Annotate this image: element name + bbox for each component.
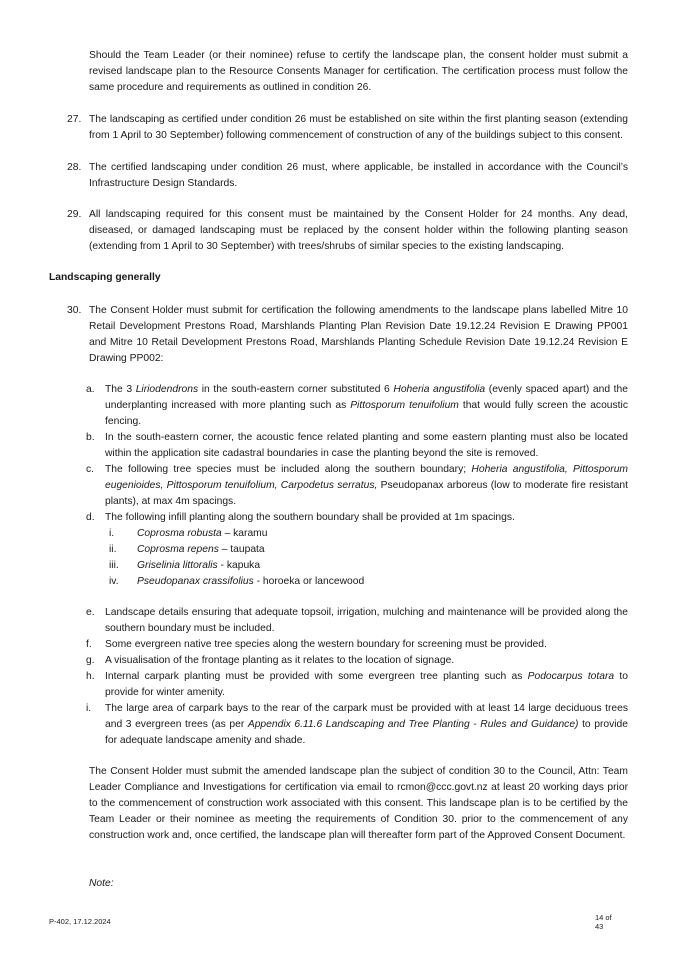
condition-29-number: 29. bbox=[67, 209, 82, 220]
condition-28-text: The certified landscaping under condition 26 must, where applicable, be installed in accordance with the Council’s Infrastructure Design Standards. bbox=[89, 162, 628, 189]
sub-item-a-marker: a. bbox=[86, 384, 95, 395]
sub-item-e-text: Landscape details ensuring that adequate topsoil, irrigation, mulching and maintenance will be provided along the southern boundary must be included. bbox=[105, 607, 628, 634]
sub-item-f-text: Some evergreen native tree species along the western boundary for screening must be provided. bbox=[105, 639, 547, 650]
sub-item-e-marker: e. bbox=[86, 607, 95, 618]
condition-27-number: 27. bbox=[67, 114, 82, 125]
intro-paragraph: Should the Team Leader (or their nominee) refuse to certify the landscape plan, the consent holder must submit a revised landscape plan to the Resource Consents Manager for certification. The certification process must follow the same procedure and requirements as outlined in condition 26. bbox=[89, 50, 628, 93]
condition-30-number: 30. bbox=[67, 305, 82, 316]
species-item: Pseudopanax crassifolius - horoeka or lancewood bbox=[137, 576, 365, 587]
sub-item-b-marker: b. bbox=[86, 432, 95, 443]
sub-item-g-text: A visualisation of the frontage planting as it relates to the location of signage. bbox=[105, 655, 455, 666]
sub-item-d-marker: d. bbox=[86, 512, 95, 523]
sub-item-c-text: The following tree species must be included along the southern boundary; Hoheria angustifolia, Pittosporum eugenioides, Pittosporum tenuifolium, Carpodetus serratus, Pseudopanax arboreus (low to moderate fire resistant plants), at max 4m spacings. bbox=[105, 464, 628, 507]
condition-28-number: 28. bbox=[67, 162, 82, 173]
species-item: Coprosma robusta – karamu bbox=[137, 528, 268, 539]
condition-30-text: The Consent Holder must submit for certification the following amendments to the landscape plans labelled Mitre 10 Retail Development Prestons Road, Marshlands Planting Plan Revision Date 19.12.24 Revision E Drawing PP001 and Mitre 10 Retail Development Prestons Road, Marshlands Planting Schedule Revision Date 19.12.24 Revision E Drawing PP002: bbox=[89, 305, 628, 364]
roman-numeral: iv. bbox=[109, 576, 119, 587]
sub-item-g-marker: g. bbox=[86, 655, 95, 666]
sub-item-b-text: In the south-eastern corner, the acoustic fence related planting and some eastern planting must also be located within the application site cadastral boundaries in case the planting beyond the site is removed. bbox=[105, 432, 628, 459]
note-label: Note: bbox=[89, 878, 114, 889]
species-item: Coprosma repens – taupata bbox=[137, 544, 265, 555]
closing-paragraph: The Consent Holder must submit the amended landscape plan the subject of condition 30 to the Council, Attn: Team Leader Compliance and Investigations for certification via email to rcmon@ccc.govt.nz at least 20 working days prior to the commencement of construction work associated with this consent. This landscape plan is to be certified by the Team Leader or their nominee as meeting the requirements of Condition 30. prior to the commencement of any construction work and, once certified, the landscape plan will thereafter form part of the Approved Consent Document. bbox=[89, 766, 628, 841]
sub-item-a-text: The 3 Liriodendrons in the south-eastern corner substituted 6 Hoheria angustifolia (evenly spaced apart) and the underplanting increased with more planting such as Pittosporum tenuifolium that would fully screen the acoustic fencing. bbox=[105, 384, 628, 427]
sub-item-h-marker: h. bbox=[86, 671, 95, 682]
section-heading: Landscaping generally bbox=[49, 272, 161, 283]
sub-item-h-text: Internal carpark planting must be provided with some evergreen tree planting such as Podocarpus totara to provide for winter amenity. bbox=[105, 671, 628, 698]
roman-numeral: i. bbox=[109, 528, 115, 539]
sub-item-c-marker: c. bbox=[86, 464, 95, 475]
sub-item-i-text: The large area of carpark bays to the rear of the carpark must be provided with at least 14 large deciduous trees and 3 evergreen trees (as per Appendix 6.11.6 Landscaping and Tree Planting - Rules and Guidance) to provide for adequate landscape amenity and shade. bbox=[105, 703, 629, 746]
roman-numeral: ii. bbox=[109, 544, 117, 555]
condition-27-text: The landscaping as certified under condition 26 must be established on site within the first planting season (extending from 1 April to 30 September) following commencement of construction of any of the buildings subject to this consent. bbox=[89, 114, 628, 141]
condition-29-text: All landscaping required for this consent must be maintained by the Consent Holder for 24 months. Any dead, diseased, or damaged landscaping must be replaced by the consent holder within the following planting season (extending from 1 April to 30 September) with trees/shrubs of similar species to the existing landscaping. bbox=[89, 209, 628, 252]
sub-item-f-marker: f. bbox=[86, 639, 92, 650]
footer-page-number: 14 of 43 bbox=[595, 913, 612, 931]
footer-reference: P-402, 17.12.2024 bbox=[49, 917, 111, 926]
sub-item-d-text: The following infill planting along the southern boundary shall be provided at 1m spacings. bbox=[105, 512, 515, 523]
roman-numeral: iii. bbox=[109, 560, 119, 571]
species-item: Griselinia littoralis - kapuka bbox=[137, 560, 261, 571]
sub-item-i-marker: i. bbox=[86, 703, 92, 714]
